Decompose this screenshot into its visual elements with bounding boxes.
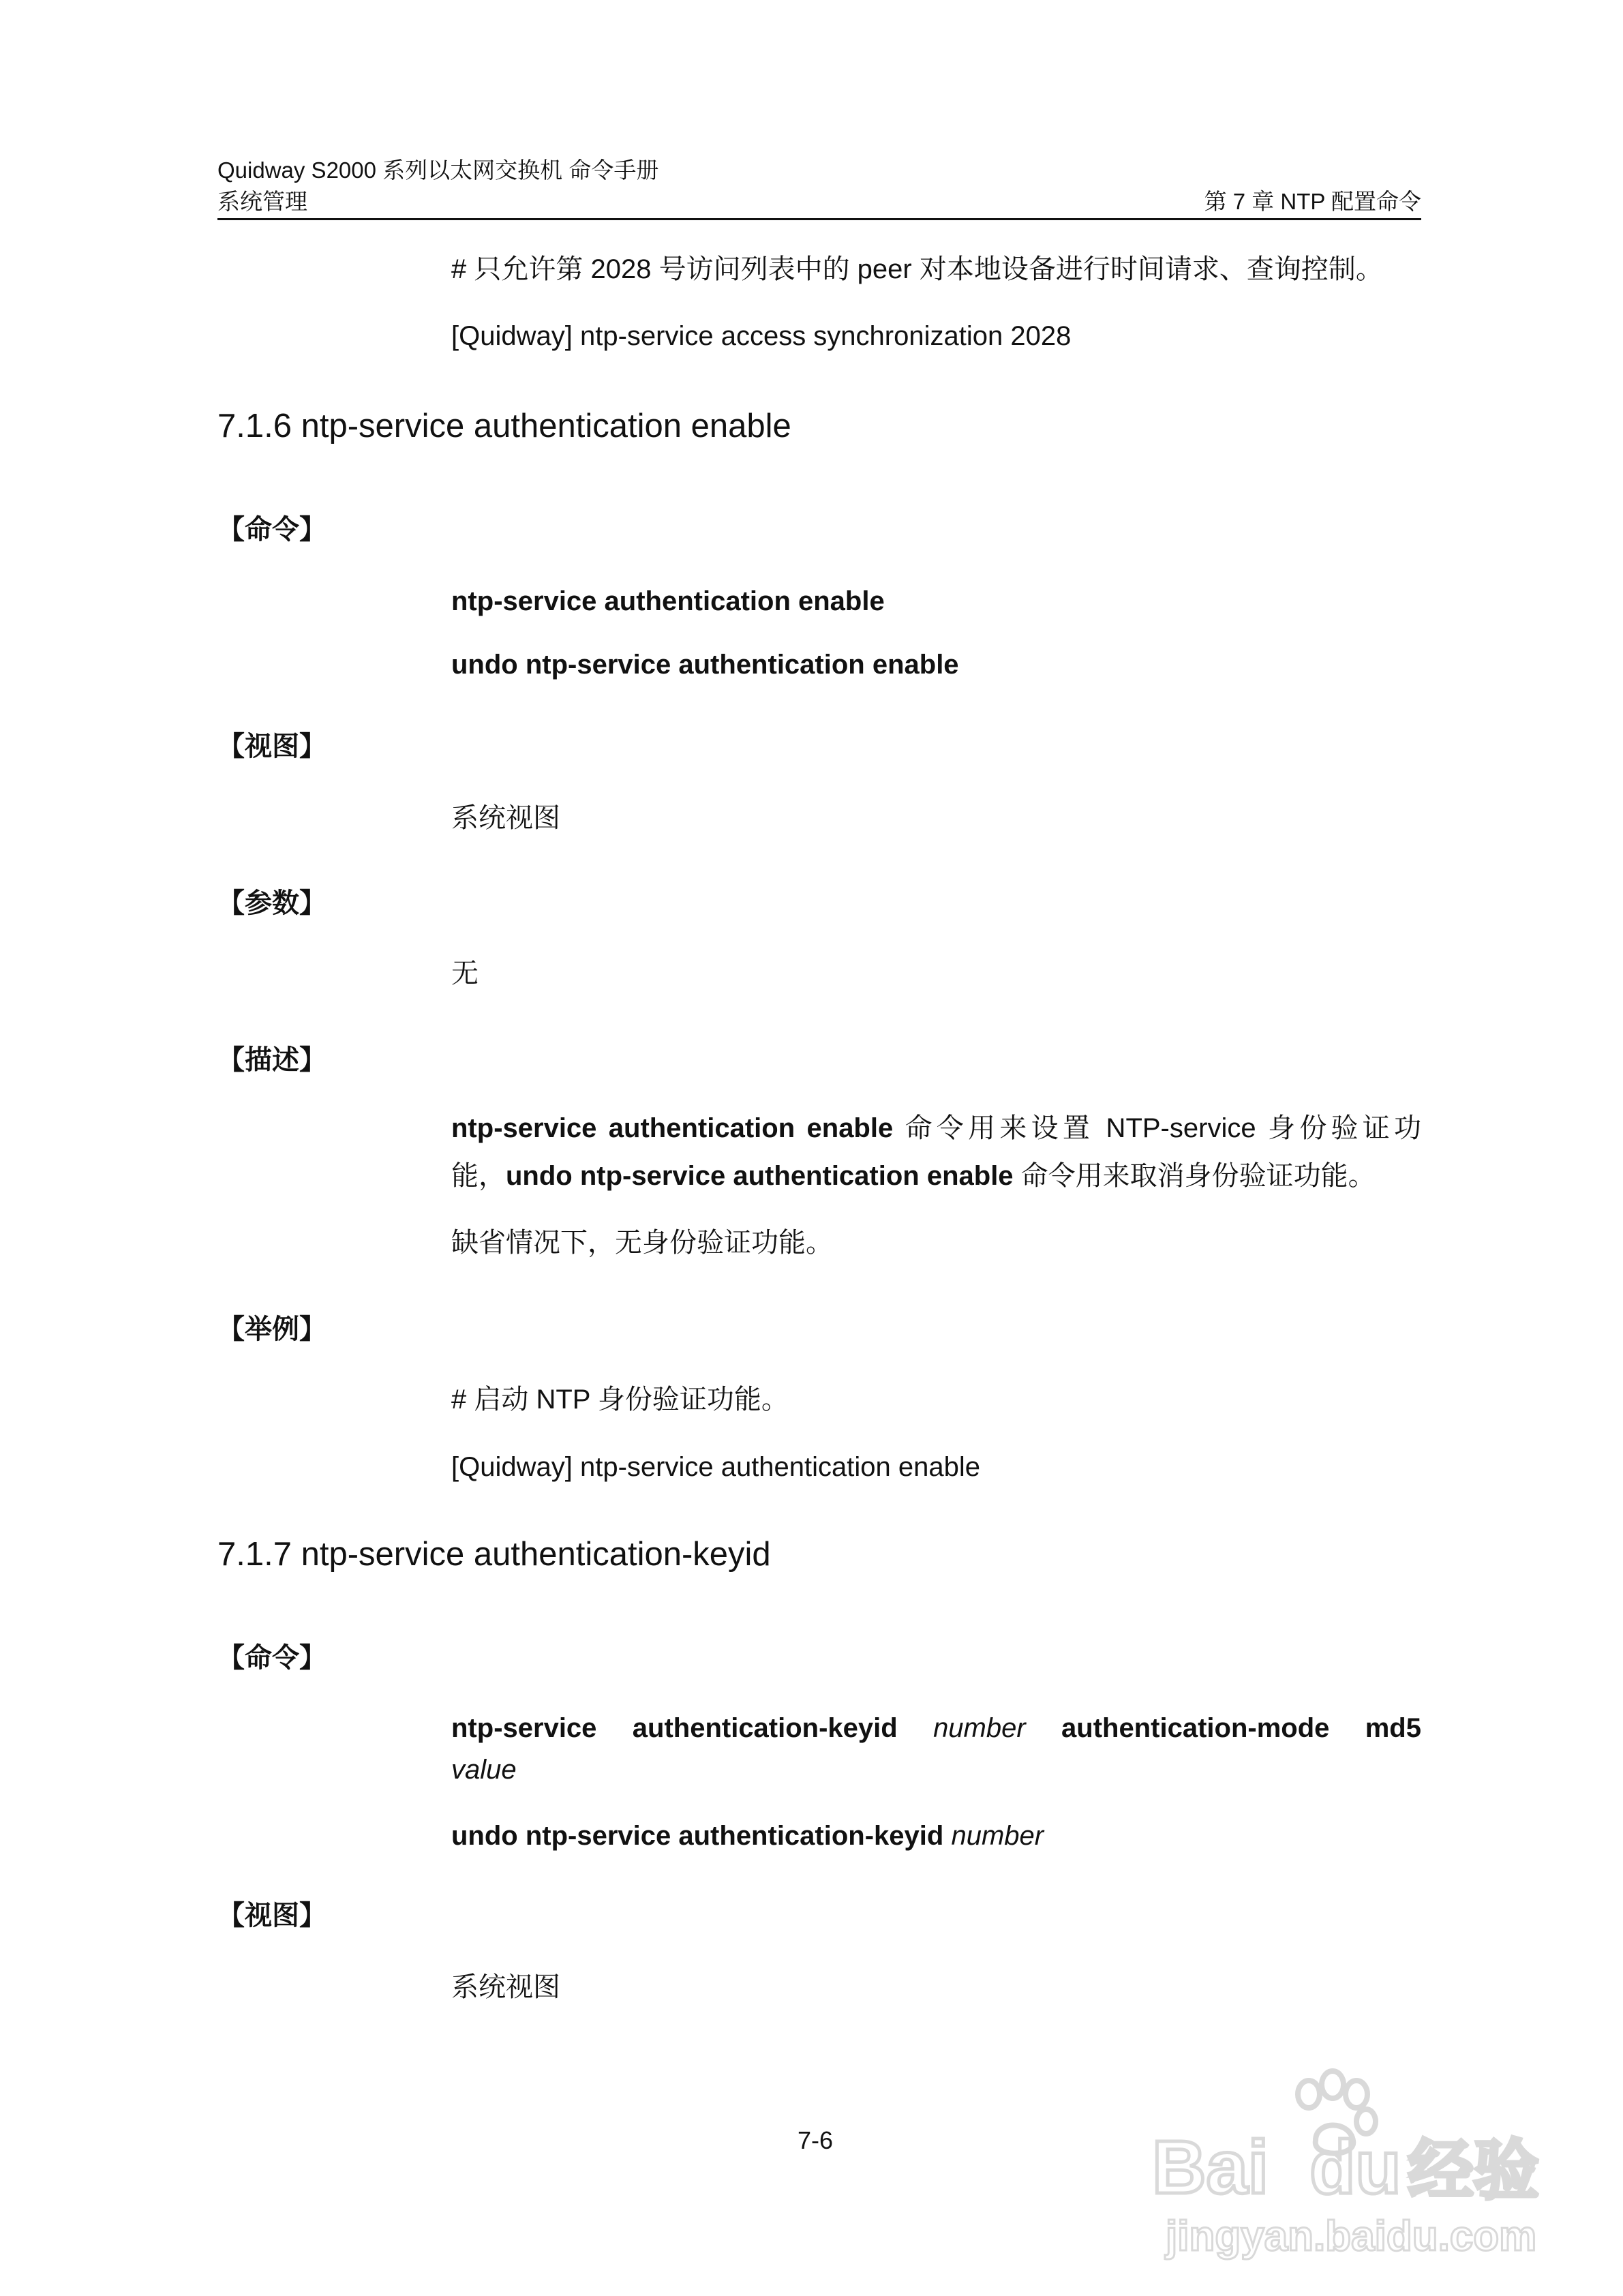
command-keyid-arg-value: value xyxy=(451,1755,517,1785)
header-rule xyxy=(217,218,1421,220)
command-keyid xyxy=(451,1711,1421,1745)
baidu-jingyan-watermark xyxy=(1152,2066,1561,2263)
command-undo-enable: undo ntp-service authentication enable xyxy=(451,650,959,680)
view-label-2: 【视图】 xyxy=(217,1901,327,1931)
command-undo-keyid xyxy=(451,1819,1044,1853)
description-text-1: 命令用来设置 NTP-service 身份验证功 xyxy=(893,1113,1422,1143)
watermark-brand-bai: Bai xyxy=(1152,2126,1269,2209)
command-label: 【命令】 xyxy=(217,515,327,545)
header-title: Quidway S2000 系列以太网交换机 命令手册 xyxy=(217,157,659,183)
example-label: 【举例】 xyxy=(217,1314,327,1344)
intro-example: [Quidway] ntp-service access synchronization 2028 xyxy=(451,321,1072,351)
header-section: 系统管理 xyxy=(217,189,307,214)
command-keyid-part-2: authentication-keyid xyxy=(632,1713,898,1743)
description-undo-command: undo ntp-service authentication enable xyxy=(506,1161,1014,1191)
description-paragraph xyxy=(451,1104,1421,1200)
watermark-url: jingyan.baidu.com xyxy=(1166,2213,1537,2260)
params-text: 无 xyxy=(451,958,479,988)
page-number: 7-6 xyxy=(798,2126,834,2154)
watermark-cn: 经验 xyxy=(1408,2134,1539,2207)
section-heading-716: 7.1.6 ntp-service authentication enable xyxy=(217,408,791,444)
view-text-2: 系统视图 xyxy=(451,1972,560,2002)
example-comment: # 启动 NTP 身份验证功能。 xyxy=(451,1385,789,1415)
command-keyid-part-4: md5 xyxy=(1365,1713,1421,1743)
command-keyid-part-1: ntp-service xyxy=(451,1713,597,1743)
command-undo-keyid-text: undo ntp-service authentication-keyid xyxy=(451,1821,944,1851)
section-heading-717: 7.1.7 ntp-service authentication-keyid xyxy=(217,1536,771,1573)
view-text: 系统视图 xyxy=(451,803,560,833)
params-label: 【参数】 xyxy=(217,888,327,918)
command-keyid-part-3: authentication-mode xyxy=(1061,1713,1330,1743)
description-text-2: 能， xyxy=(451,1161,506,1191)
header-chapter: 第 7 章 NTP 配置命令 xyxy=(1204,189,1421,214)
command-keyid-arg-number: number xyxy=(933,1713,1026,1743)
view-label: 【视图】 xyxy=(217,731,327,761)
default-text: 缺省情况下，无身份验证功能。 xyxy=(451,1228,833,1258)
command-undo-keyid-arg: number xyxy=(951,1821,1044,1851)
command-enable: ntp-service authentication enable xyxy=(451,586,885,616)
description-text-3: 命令用来取消身份验证功能。 xyxy=(1013,1161,1376,1191)
description-label: 【描述】 xyxy=(217,1045,327,1075)
example-command: [Quidway] ntp-service authentication enable xyxy=(451,1452,981,1482)
watermark-brand xyxy=(1152,2127,1539,2212)
description-line-2 xyxy=(451,1161,1376,1191)
watermark-brand-du: du xyxy=(1309,2126,1401,2209)
description-line-1 xyxy=(451,1104,1421,1152)
intro-comment: # 只允许第 2028 号访问列表中的 peer 对本地设备进行时间请求、查询控制。 xyxy=(451,254,1383,284)
description-command: ntp-service authentication enable xyxy=(451,1113,894,1143)
command-label-2: 【命令】 xyxy=(217,1643,327,1673)
